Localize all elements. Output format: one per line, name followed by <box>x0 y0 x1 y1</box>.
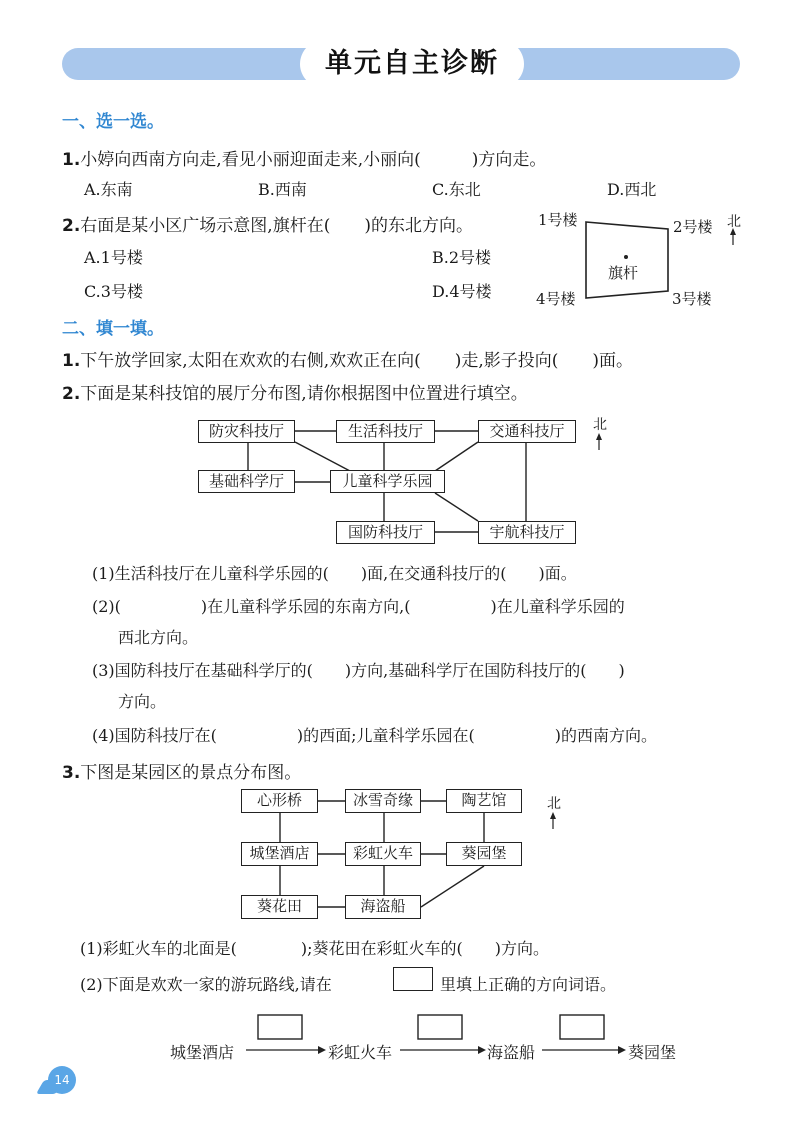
tech-north-label: 北 <box>593 417 607 433</box>
s2-q2-sub1: (1)生活科技厅在儿童科学乐园的( )面,在交通科技厅的( )面。 <box>92 564 577 583</box>
s1-q1-num: 1. <box>62 150 81 170</box>
route-answer-box-3 <box>560 1015 604 1039</box>
s2-q2 <box>62 379 528 404</box>
s1-q2-option-c: C.3号楼 <box>84 282 143 301</box>
s1-q2-num: 2. <box>62 216 81 236</box>
hall-fangzai: 防灾科技厅 <box>198 420 295 443</box>
inline-answer-box <box>393 967 433 991</box>
route-stop-3: 海盗船 <box>487 1043 536 1062</box>
s1-q1-option-a: A.东南 <box>84 180 133 199</box>
spot-caihong: 彩虹火车 <box>345 842 421 866</box>
section-2-title: 二、填一填。 <box>62 319 164 339</box>
spot-kuihua: 葵花田 <box>241 895 318 919</box>
s1-q2-option-d: D.4号楼 <box>432 282 492 301</box>
s2-q1-text: 下午放学回家,太阳在欢欢的右侧,欢欢正在向( )走,影子投向( )面。 <box>80 351 634 371</box>
spot-xinxing: 心形桥 <box>241 789 318 813</box>
hall-jiaotong: 交通科技厅 <box>478 420 576 443</box>
s2-q3-text: 下图是某园区的景点分布图。 <box>80 763 302 783</box>
s2-q3-sub1: (1)彩虹火车的北面是( );葵花田在彩虹火车的( )方向。 <box>80 939 550 958</box>
s2-q2-sub2-line2: 西北方向。 <box>118 628 199 647</box>
building-1-label: 1号楼 <box>538 211 578 229</box>
route-answer-box-1 <box>258 1015 302 1039</box>
spot-chengbao: 城堡酒店 <box>241 842 318 866</box>
spot-haidao: 海盗船 <box>345 895 421 919</box>
route-stop-1: 城堡酒店 <box>170 1043 235 1062</box>
plaza-outline <box>586 222 668 298</box>
s2-q3-num: 3. <box>62 763 81 783</box>
s2-q2-text: 下面是某科技馆的展厅分布图,请你根据图中位置进行填空。 <box>80 384 528 404</box>
s1-q2-option-a: A.1号楼 <box>84 248 143 267</box>
s2-q2-sub2-line1: (2)( )在儿童科学乐园的东南方向,( )在儿童科学乐园的 <box>92 597 625 616</box>
page-number: 14 <box>48 1066 76 1094</box>
hall-jichu: 基础科学厅 <box>198 470 295 493</box>
s2-q2-sub3-line1: (3)国防科技厅在基础科学厅的( )方向,基础科学厅在国防科技厅的( ) <box>92 661 625 680</box>
flagpole-dot <box>624 255 628 259</box>
plaza-north-label: 北 <box>727 214 741 230</box>
hall-ertong: 儿童科学乐园 <box>330 470 445 493</box>
s1-q1-text: 小婷向西南方向走,看见小丽迎面走来,小丽向( )方向走。 <box>80 150 547 170</box>
s2-q3 <box>62 758 301 783</box>
s2-q1 <box>62 346 633 371</box>
hall-guofang: 国防科技厅 <box>336 521 435 544</box>
hall-shenghuo: 生活科技厅 <box>336 420 435 443</box>
s1-q2-option-b: B.2号楼 <box>432 248 492 267</box>
s1-q1-option-c: C.东北 <box>432 180 481 199</box>
route-stop-2: 彩虹火车 <box>328 1043 393 1062</box>
s1-q1-option-b: B.西南 <box>258 180 307 199</box>
route-stop-4: 葵园堡 <box>628 1043 677 1062</box>
page-title: 单元自主诊断 <box>325 48 499 79</box>
building-4-label: 4号楼 <box>536 290 576 308</box>
park-north-label: 北 <box>547 796 561 812</box>
s1-q1-option-d: D.西北 <box>607 180 657 199</box>
hall-yuhang: 宇航科技厅 <box>478 521 576 544</box>
s2-q2-sub4: (4)国防科技厅在( )的西面;儿童科学乐园在( )的西南方向。 <box>92 726 658 745</box>
s1-q2-text: 右面是某小区广场示意图,旗杆在( )的东北方向。 <box>80 216 473 236</box>
section-1-title: 一、选一选。 <box>62 112 164 132</box>
building-2-label: 2号楼 <box>673 218 713 236</box>
spot-taoyi: 陶艺馆 <box>446 789 522 813</box>
s2-q3-sub2-a: (2)下面是欢欢一家的游玩路线,请在 <box>80 975 332 994</box>
spot-bingxue: 冰雪奇缘 <box>345 789 421 813</box>
s2-q3-sub2-b: 里填上正确的方向词语。 <box>440 975 617 994</box>
spot-kuiyuan: 葵园堡 <box>446 842 522 866</box>
building-3-label: 3号楼 <box>672 290 712 308</box>
flagpole-label: 旗杆 <box>608 264 639 282</box>
route-answer-box-2 <box>418 1015 462 1039</box>
s2-q1-num: 1. <box>62 351 81 371</box>
s2-q2-sub3-line2: 方向。 <box>118 692 167 711</box>
s2-q2-num: 2. <box>62 384 81 404</box>
